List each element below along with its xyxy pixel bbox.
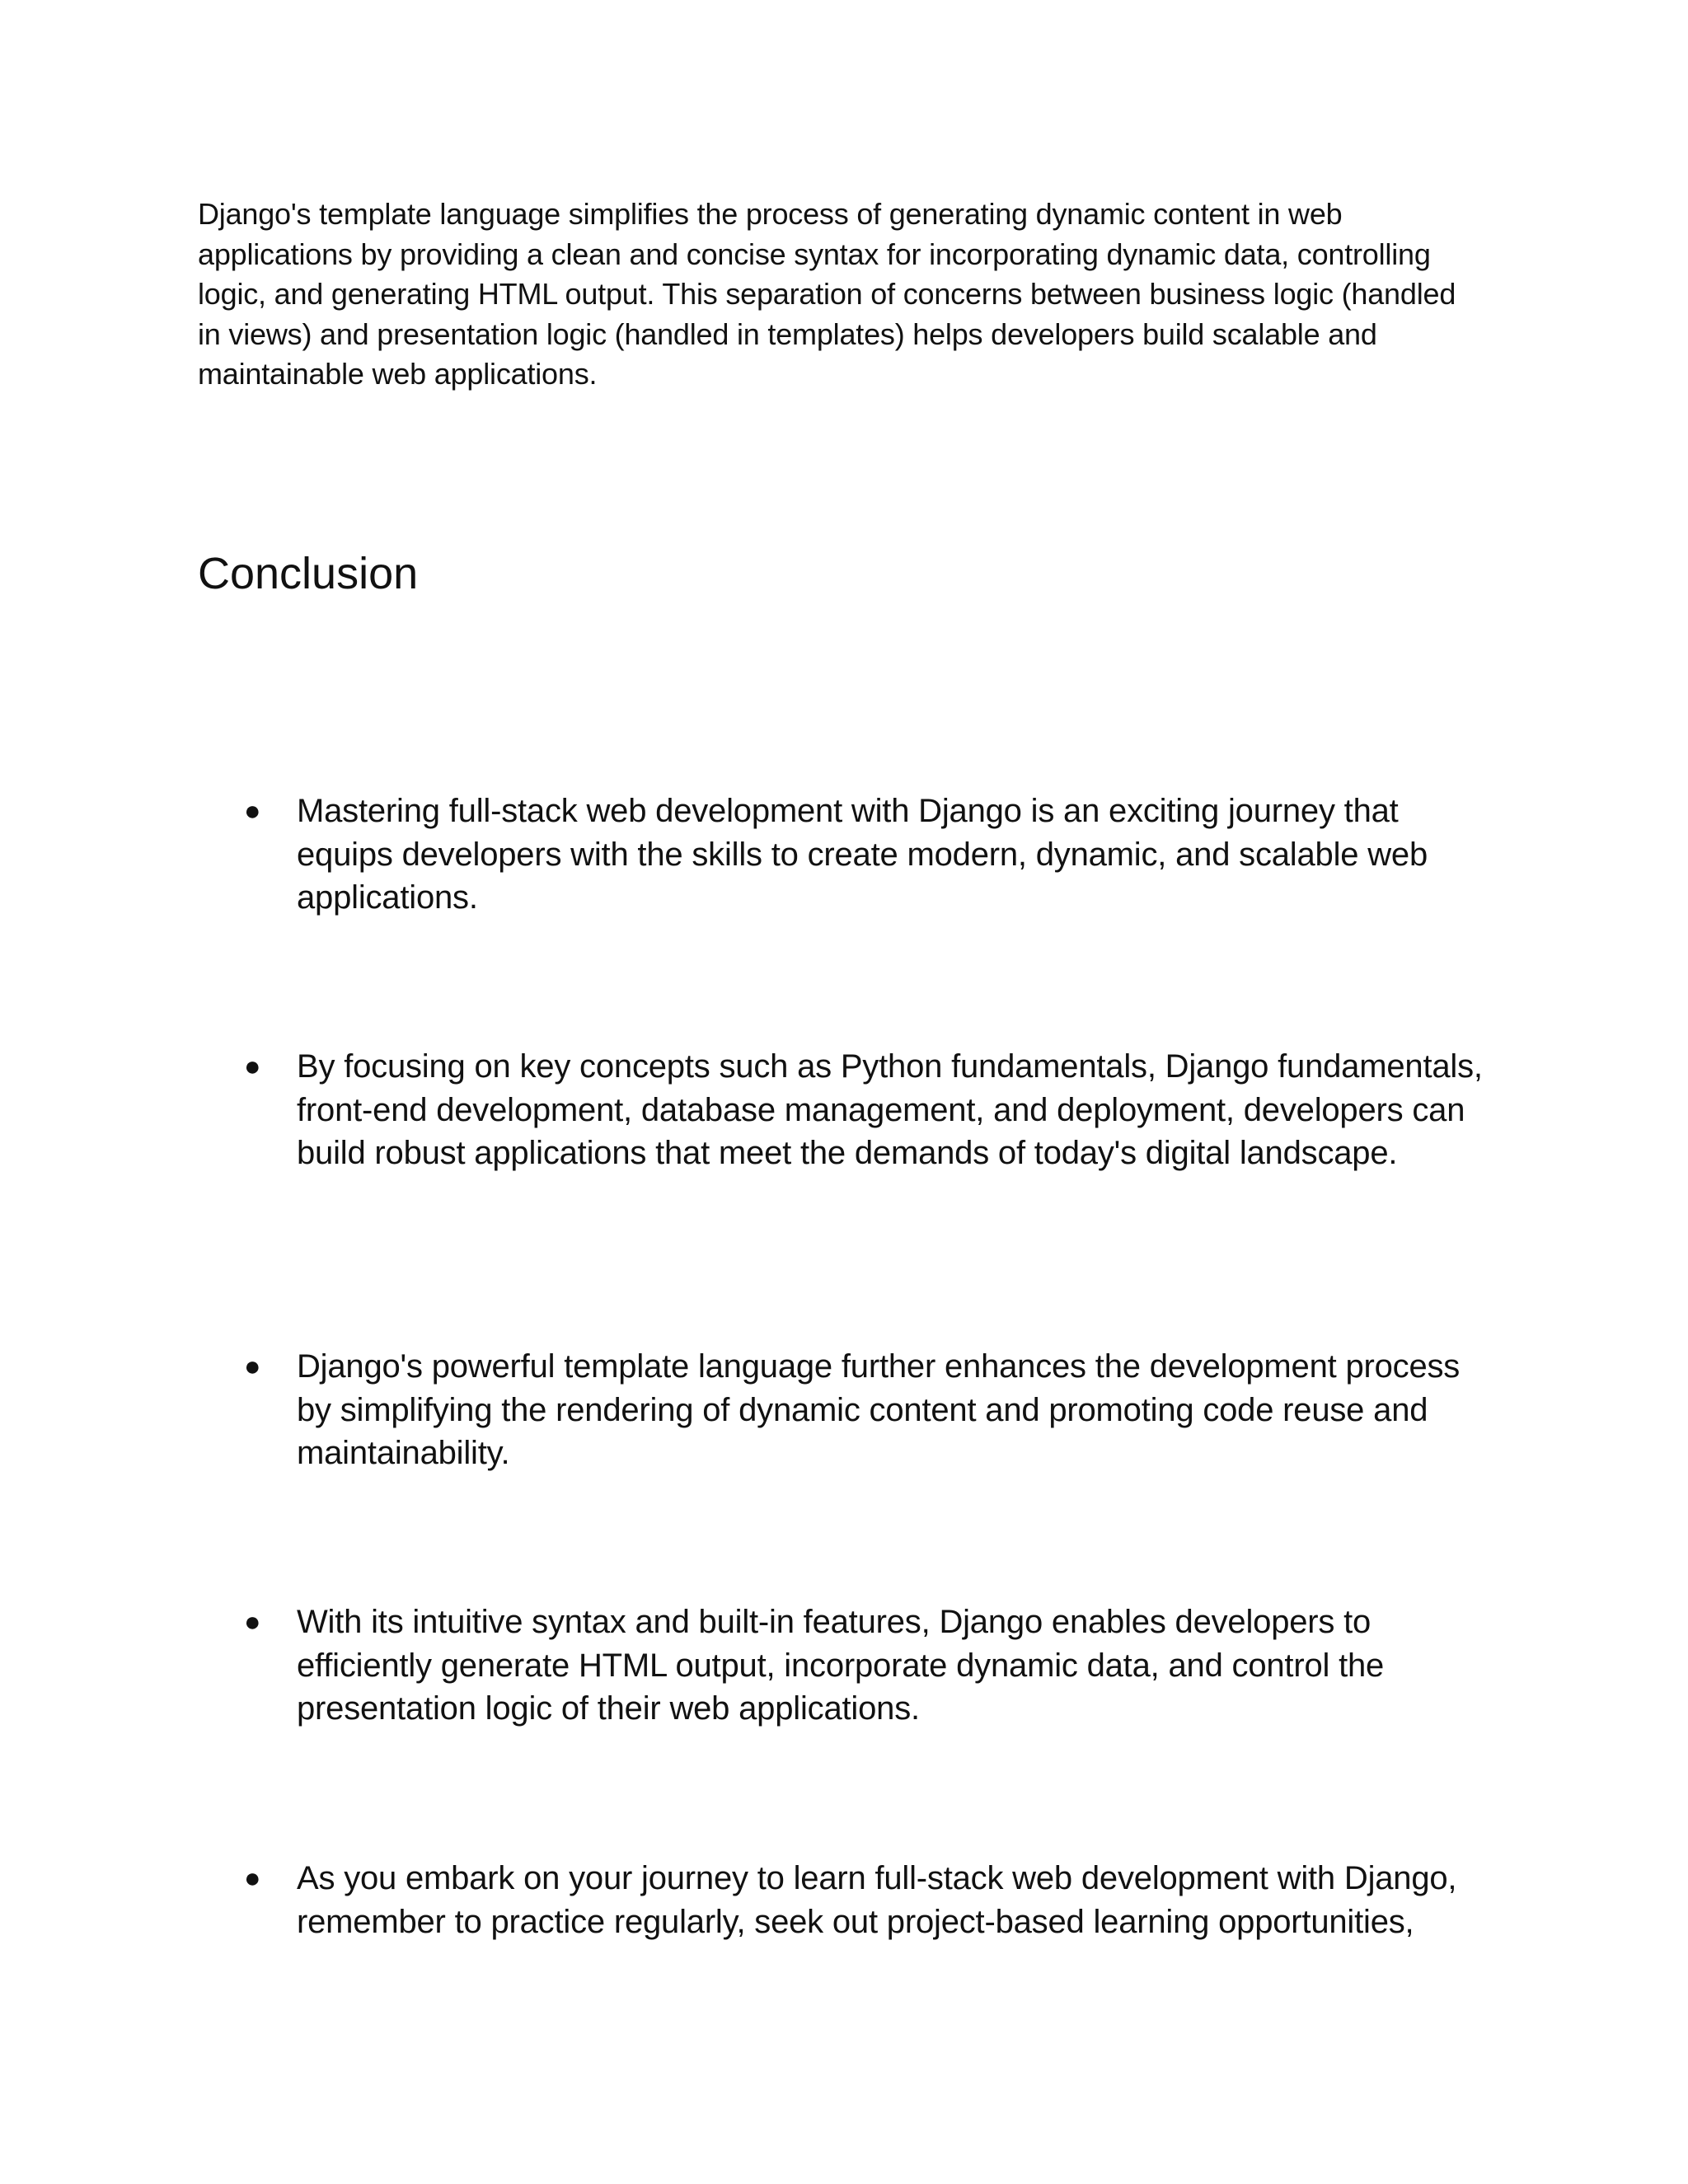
bullet-dot-icon: ● — [244, 1606, 261, 1638]
bullet-dot-icon: ● — [244, 1351, 261, 1382]
bullet-text: By focusing on key concepts such as Python fundamentals, Django fundamentals, front-end development, database management, and deployment, developers can build robust applications that meet the demands of today's digital landscape. — [297, 1048, 1483, 1171]
bullet-dot-icon: ● — [244, 1863, 261, 1894]
bullet-text: As you embark on your journey to learn full-stack web development with Django, remember to practice regularly, seek out project-based learning opportunities, — [297, 1860, 1457, 1940]
bullet-dot-icon: ● — [244, 1051, 261, 1082]
bullet-text: Django's powerful template language further enhances the development process by simplifying the rendering of dynamic content and promoting code reuse and maintainability. — [297, 1348, 1461, 1471]
bullet-dot-icon: ● — [244, 795, 261, 827]
bullet-text: Mastering full-stack web development with Django is an exciting journey that equips developers with the skills to create modern, dynamic, and scalable web applications. — [297, 793, 1428, 916]
bullet-text: With its intuitive syntax and built-in features, Django enables developers to efficiently generate HTML output, incorporate dynamic data, and control the presentation logic of their web applications. — [297, 1604, 1385, 1727]
intro-paragraph: Django's template language simplifies the process of generating dynamic content in web applications by providing a clean and concise syntax for incorporating dynamic data, controlling logic, and generating HTML output. This separation of concerns between business logic (handled in views) and presentation logic (handled in templates) helps developers build scalable and maintainable web applications. — [198, 197, 1456, 391]
section-heading: Conclusion — [198, 549, 419, 598]
